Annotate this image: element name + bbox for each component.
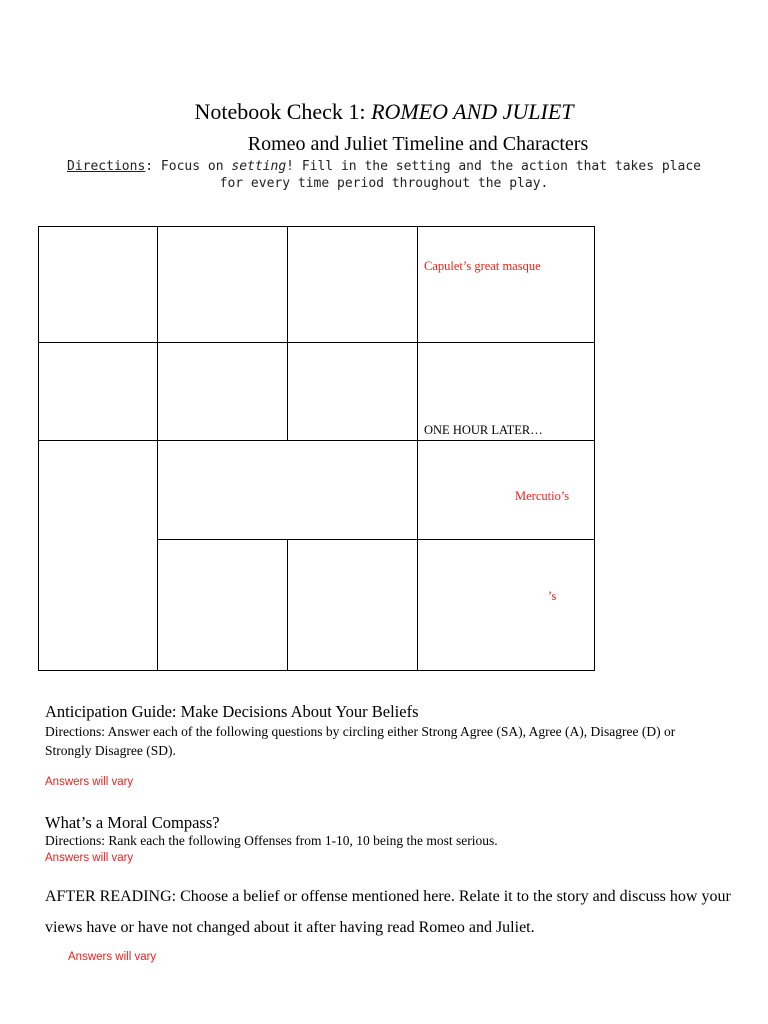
anticipation-directions [45,722,725,760]
directions-emphasis: setting [231,159,287,174]
anticipation-dir-text: Answer each of the following questions by circling either Strong Agree (SA), Agree (A), Disagree (D) or Strongly Disagree (SD). [45,724,676,758]
moral-heading: What’s a Moral Compass? [45,813,220,832]
page-subtitle: Romeo and Juliet Timeline and Characters [247,133,589,155]
after-reading-text: Choose a belief or offense mentioned here. Relate it to the story and discuss how your views have or have not changed about it after having read Romeo and Juliet. [45,888,731,936]
moral-answer: Answers will vary [45,852,134,864]
moral-dir-label: Directions: [45,833,105,848]
directions-text-a: : Focus on [145,159,232,174]
anticipation-dir-label: Directions: [45,724,105,739]
moral-directions [45,831,725,850]
table-border [39,227,595,671]
title-prefix: Notebook Check 1: [194,99,372,124]
anticipation-answer: Answers will vary [45,776,134,788]
directions-paragraph [58,158,710,192]
directions-label: Directions [67,159,146,174]
moral-dir-text: Rank each the following Offenses from 1-10, 10 being the most serious. [105,833,498,848]
cell-one-hour-later: ONE HOUR LATER… [424,423,543,437]
after-reading-answer: Answers will vary [68,951,157,963]
cell-capulet-masque: Capulet’s great masque [424,259,541,273]
cell-mercutio: Mercutio’s [515,489,570,503]
page-title [0,99,768,125]
after-reading-label: AFTER READING: [45,888,177,905]
cell-possessive: ’s [548,589,557,603]
anticipation-heading: Anticipation Guide: Make Decisions About Your Beliefs [45,702,419,721]
directions-text-b: ! Fill in the setting and the action that takes place for every time period throughout the play. [219,159,701,191]
after-reading-paragraph [45,881,735,943]
title-italic: ROMEO AND JULIET [371,99,574,124]
